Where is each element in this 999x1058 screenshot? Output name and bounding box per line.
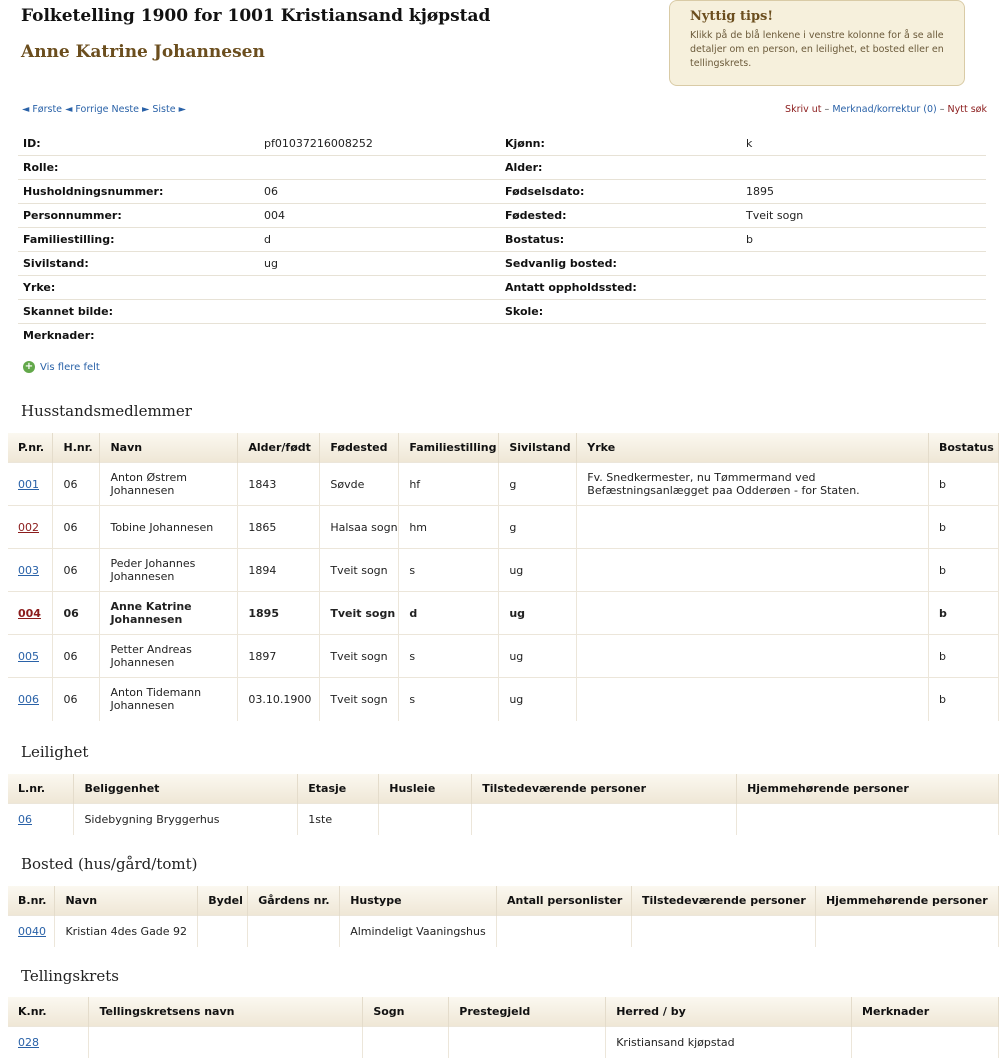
person-name-heading: Anne Katrine Johannesen — [21, 42, 265, 62]
household-row — [8, 635, 999, 678]
pnr-cell — [8, 549, 53, 592]
detail-value — [741, 276, 986, 300]
detail-label — [500, 324, 741, 348]
household-sivil-cell: ug — [499, 678, 577, 721]
detail-row — [18, 180, 986, 204]
detail-label: Kjønn: — [500, 132, 741, 156]
previous-link[interactable]: ◄ Forrige — [65, 104, 109, 115]
residence-column-header: Gårdens nr. — [248, 886, 340, 916]
tips-box — [669, 0, 965, 86]
household-navn-cell: Tobine Johannesen — [100, 506, 238, 549]
household-column-header: Navn — [100, 433, 238, 463]
next-link[interactable]: Neste ► — [111, 104, 150, 115]
household-column-header: H.nr. — [53, 433, 100, 463]
detail-value: b — [741, 228, 986, 252]
apartment-table — [8, 774, 999, 835]
household-column-header: Alder/født — [238, 433, 320, 463]
household-alder-cell: 03.10.1900 — [238, 678, 320, 721]
household-navn-cell: Anne Katrine Johannesen — [100, 592, 238, 635]
household-bo-cell: b — [928, 592, 998, 635]
household-sivil-cell: ug — [499, 635, 577, 678]
district-row — [8, 1027, 999, 1058]
household-row — [8, 506, 999, 549]
household-column-header: Sivilstand — [499, 433, 577, 463]
household-fodested-cell: Halsaa sogn — [320, 506, 399, 549]
bnr-cell — [8, 916, 55, 947]
apartment-column-header: Tilstedeværende personer — [472, 774, 737, 804]
district-prestegjeld-cell — [449, 1027, 606, 1058]
detail-row — [18, 204, 986, 228]
detail-value: ug — [259, 252, 500, 276]
household-fam-cell: hf — [399, 463, 499, 506]
district-herred-cell: Kristiansand kjøpstad — [606, 1027, 852, 1058]
detail-row — [18, 228, 986, 252]
detail-label: Sedvanlig bosted: — [500, 252, 741, 276]
pnr-cell — [8, 678, 53, 721]
show-more-fields[interactable] — [23, 361, 100, 373]
residence-bydel-cell — [198, 916, 248, 947]
district-column-header: Sogn — [363, 997, 449, 1027]
detail-row — [18, 156, 986, 180]
household-hnr-cell: 06 — [53, 506, 100, 549]
district-column-header: K.nr. — [8, 997, 89, 1027]
household-sivil-cell: g — [499, 506, 577, 549]
detail-label: ID: — [18, 132, 259, 156]
detail-label: Sivilstand: — [18, 252, 259, 276]
household-column-header: Familiestilling — [399, 433, 499, 463]
tips-body: Klikk på de blå lenkene i venstre kolonne for å se alle detaljer om en person, en leilighet, et bosted eller en tellingskrets. — [690, 30, 944, 69]
district-table — [8, 997, 999, 1058]
detail-value — [259, 276, 500, 300]
person-link[interactable]: 003 — [18, 563, 39, 577]
household-fam-cell: hm — [399, 506, 499, 549]
household-hnr-cell: 06 — [53, 463, 100, 506]
household-row — [8, 549, 999, 592]
pnr-cell — [8, 592, 53, 635]
detail-row — [18, 324, 986, 348]
lnr-cell — [8, 804, 74, 835]
pnr-cell — [8, 463, 53, 506]
household-bo-cell: b — [928, 463, 998, 506]
household-row — [8, 592, 999, 635]
household-bo-cell: b — [928, 549, 998, 592]
household-navn-cell: Peder Johannes Johannesen — [100, 549, 238, 592]
apartment-column-header: Husleie — [379, 774, 472, 804]
residence-link[interactable]: 0040 — [18, 924, 46, 938]
apartment-column-header: Etasje — [298, 774, 379, 804]
household-yrke-cell — [577, 635, 929, 678]
residence-column-header: Hjemmehørende personer — [815, 886, 998, 916]
new-search-link[interactable]: Nytt søk — [947, 104, 987, 115]
residence-column-header: Tilstedeværende personer — [631, 886, 815, 916]
household-hnr-cell: 06 — [53, 592, 100, 635]
residence-heading: Bosted (hus/gård/tomt) — [21, 855, 198, 873]
household-bo-cell: b — [928, 678, 998, 721]
household-yrke-cell — [577, 549, 929, 592]
person-link[interactable]: 001 — [18, 477, 39, 491]
pnr-cell — [8, 506, 53, 549]
district-column-header: Prestegjeld — [449, 997, 606, 1027]
household-bo-cell: b — [928, 506, 998, 549]
district-navn-cell — [89, 1027, 363, 1058]
residence-tilstede-cell — [631, 916, 815, 947]
apartment-husleie-cell — [379, 804, 472, 835]
comment-correction-link[interactable]: Merknad/korrektur (0) — [832, 104, 937, 115]
household-navn-cell: Anton Tidemann Johannesen — [100, 678, 238, 721]
first-link[interactable]: ◄ Første — [22, 104, 63, 115]
household-fodested-cell: Søvde — [320, 463, 399, 506]
household-fodested-cell: Tveit sogn — [320, 549, 399, 592]
household-fam-cell: s — [399, 678, 499, 721]
apartment-etasje-cell: 1ste — [298, 804, 379, 835]
separator: – — [821, 104, 833, 115]
household-fodested-cell: Tveit sogn — [320, 678, 399, 721]
residence-gard-cell — [248, 916, 340, 947]
page-title: Folketelling 1900 for 1001 Kristiansand kjøpstad — [21, 6, 491, 26]
household-heading: Husstandsmedlemmer — [21, 402, 192, 420]
detail-value: Tveit sogn — [741, 204, 986, 228]
household-column-header: Yrke — [577, 433, 929, 463]
apartment-row — [8, 804, 999, 835]
household-hnr-cell: 06 — [53, 549, 100, 592]
household-alder-cell: 1895 — [238, 592, 320, 635]
detail-value — [741, 300, 986, 324]
detail-value: pf01037216008252 — [259, 132, 500, 156]
detail-value: 004 — [259, 204, 500, 228]
district-column-header: Herred / by — [606, 997, 852, 1027]
detail-label: Personnummer: — [18, 204, 259, 228]
actions-navigation — [785, 104, 987, 115]
residence-antall-cell — [497, 916, 632, 947]
household-sivil-cell: g — [499, 463, 577, 506]
detail-label: Familiestilling: — [18, 228, 259, 252]
person-link[interactable]: 002 — [18, 520, 39, 534]
detail-label: Fødselsdato: — [500, 180, 741, 204]
district-heading: Tellingskrets — [21, 967, 119, 985]
residence-navn-cell: Kristian 4des Gade 92 — [55, 916, 198, 947]
household-fam-cell: d — [399, 592, 499, 635]
person-link[interactable]: 006 — [18, 692, 39, 706]
pnr-cell — [8, 635, 53, 678]
residence-column-header: B.nr. — [8, 886, 55, 916]
last-link[interactable]: Siste ► — [152, 104, 186, 115]
apartment-beliggenhet-cell: Sidebygning Bryggerhus — [74, 804, 298, 835]
household-navn-cell: Petter Andreas Johannesen — [100, 635, 238, 678]
household-fodested-cell: Tveit sogn — [320, 635, 399, 678]
household-column-header: P.nr. — [8, 433, 53, 463]
household-alder-cell: 1897 — [238, 635, 320, 678]
apartment-column-header: Beliggenhet — [74, 774, 298, 804]
household-fam-cell: s — [399, 549, 499, 592]
household-fam-cell: s — [399, 635, 499, 678]
district-column-header: Tellingskretsens navn — [89, 997, 363, 1027]
household-hnr-cell: 06 — [53, 635, 100, 678]
detail-row — [18, 300, 986, 324]
residence-hustype-cell: Almindeligt Vaaningshus — [340, 916, 497, 947]
household-bo-cell: b — [928, 635, 998, 678]
detail-value: d — [259, 228, 500, 252]
residence-table — [8, 886, 999, 947]
detail-value — [259, 156, 500, 180]
household-alder-cell: 1894 — [238, 549, 320, 592]
plus-circle-icon[interactable]: + — [24, 361, 34, 372]
detail-label: Alder: — [500, 156, 741, 180]
apartment-heading: Leilighet — [21, 743, 89, 761]
detail-value: k — [741, 132, 986, 156]
district-sogn-cell — [363, 1027, 449, 1058]
detail-value — [259, 300, 500, 324]
detail-row — [18, 252, 986, 276]
tips-title: Nyttig tips! — [690, 9, 774, 24]
detail-label: Merknader: — [23, 329, 95, 342]
detail-label: Bostatus: — [500, 228, 741, 252]
residence-column-header: Hustype — [340, 886, 497, 916]
apartment-column-header: L.nr. — [8, 774, 74, 804]
person-link[interactable]: 005 — [18, 649, 39, 663]
residence-column-header: Antall personlister — [497, 886, 632, 916]
detail-label: Rolle: — [18, 156, 259, 180]
household-row — [8, 678, 999, 721]
detail-row — [18, 276, 986, 300]
detail-label: Antatt oppholdssted: — [500, 276, 741, 300]
household-sivil-cell: ug — [499, 592, 577, 635]
household-yrke-cell — [577, 678, 929, 721]
household-alder-cell: 1865 — [238, 506, 320, 549]
detail-value — [741, 252, 986, 276]
household-fodested-cell: Tveit sogn — [320, 592, 399, 635]
separator: – — [936, 104, 948, 115]
household-yrke-cell — [577, 506, 929, 549]
household-yrke-cell — [577, 592, 929, 635]
household-alder-cell: 1843 — [238, 463, 320, 506]
household-column-header: Bostatus — [928, 433, 998, 463]
detail-value — [259, 324, 500, 348]
household-hnr-cell: 06 — [53, 678, 100, 721]
detail-value: 06 — [259, 180, 500, 204]
detail-value: 1895 — [741, 180, 986, 204]
record-navigation — [22, 104, 186, 115]
apartment-hjemme-cell — [737, 804, 999, 835]
apartment-tilstede-cell — [472, 804, 737, 835]
household-row — [8, 463, 999, 506]
district-column-header: Merknader — [852, 997, 999, 1027]
apartment-link[interactable]: 06 — [18, 812, 32, 826]
household-sivil-cell: ug — [499, 549, 577, 592]
residence-hjemme-cell — [815, 916, 998, 947]
detail-label: Fødested: — [500, 204, 741, 228]
household-navn-cell: Anton Østrem Johannesen — [100, 463, 238, 506]
district-link[interactable]: 028 — [18, 1035, 39, 1049]
residence-column-header: Bydel — [198, 886, 248, 916]
detail-value — [741, 324, 986, 348]
detail-label: Husholdningsnummer: — [18, 180, 259, 204]
district-merknader-cell — [852, 1027, 999, 1058]
household-column-header: Fødested — [320, 433, 399, 463]
residence-row — [8, 916, 999, 947]
detail-row — [18, 132, 986, 156]
detail-label: Skannet bilde: — [18, 300, 259, 324]
person-details-table — [18, 132, 986, 347]
knr-cell — [8, 1027, 89, 1058]
household-yrke-cell: Fv. Snedkermester, nu Tømmermand ved Befæstningsanlægget paa Odderøen - for Staten. — [577, 463, 929, 506]
print-link[interactable]: Skriv ut — [785, 104, 822, 115]
apartment-column-header: Hjemmehørende personer — [737, 774, 999, 804]
residence-column-header: Navn — [55, 886, 198, 916]
show-more-fields-link[interactable]: Vis flere felt — [40, 361, 100, 373]
household-table — [8, 433, 999, 721]
detail-label: Yrke: — [18, 276, 259, 300]
detail-value — [741, 156, 986, 180]
person-link[interactable]: 004 — [18, 606, 41, 620]
detail-label: Skole: — [500, 300, 741, 324]
